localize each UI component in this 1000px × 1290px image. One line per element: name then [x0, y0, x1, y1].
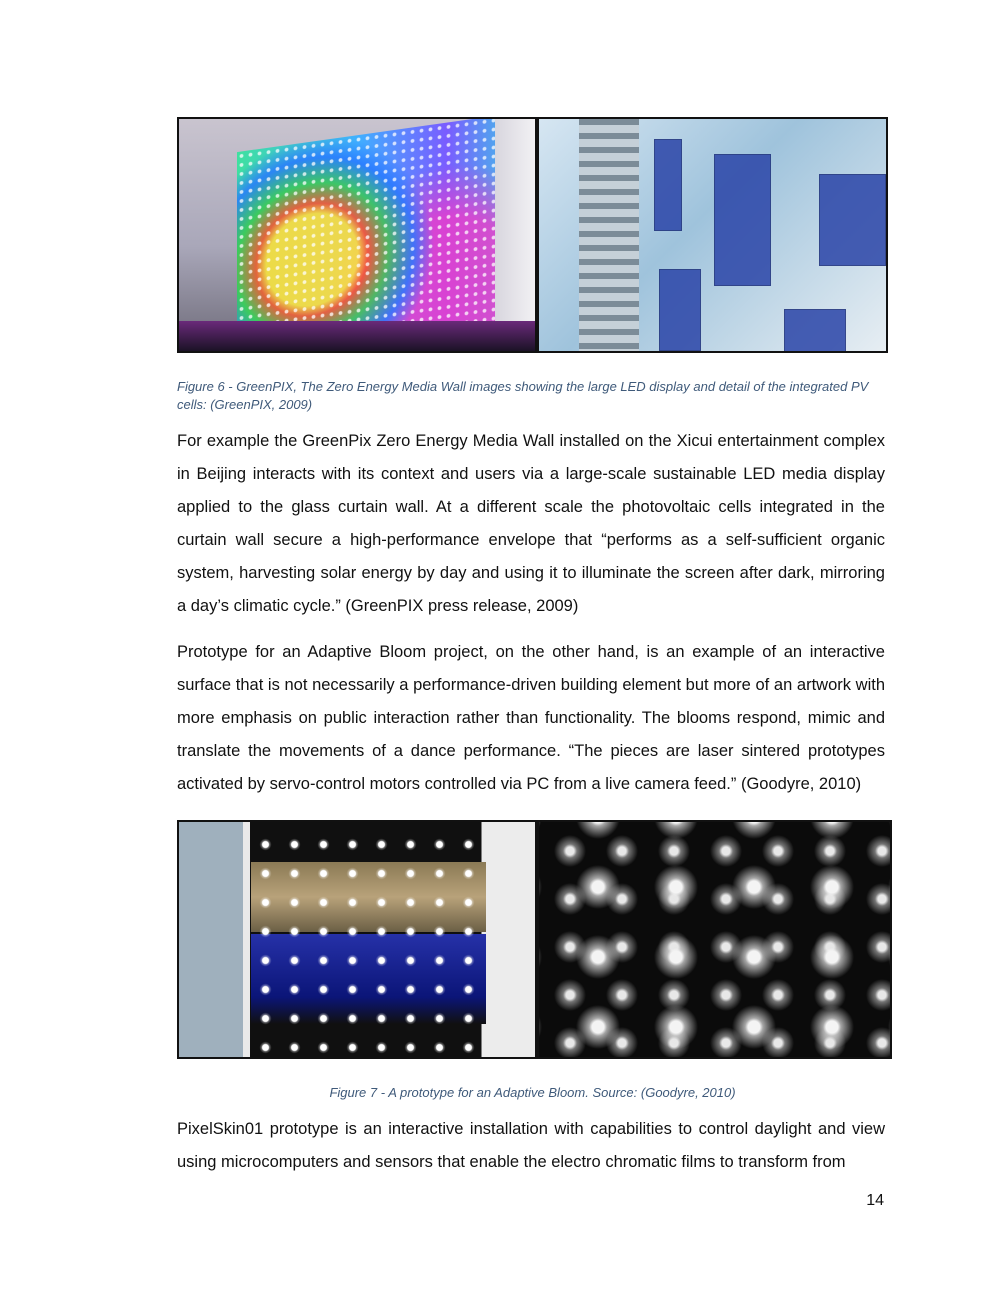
figure-6-images: [177, 117, 888, 353]
figure-6-caption: Figure 6 - GreenPIX, The Zero Energy Media Wall images showing the large LED display and detail of the integrated PV cells: (GreenPIX, 2009): [177, 379, 869, 412]
paragraph-adaptive-bloom: Prototype for an Adaptive Bloom project, on the other hand, is an example of an interactive surface that is not necessarily a performance-driven building element but more of an artwork with more emphasis on public interaction rather than functionality. The blooms respond, mimic and translate the movements of a dance performance. “The pieces are laser sintered prototypes activated by servo-control motors controlled via PC from a live camera feed.” (Goodyre, 2010): [177, 643, 885, 793]
figure-7-caption: Figure 7 - A prototype for an Adaptive Bloom. Source: (Goodyre, 2010): [329, 1085, 736, 1100]
greenpix-led-wall-photo: [177, 117, 537, 353]
page-number: 14: [866, 1192, 884, 1209]
paragraph-pixelskin: PixelSkin01 prototype is an interactive installation with capabilities to control daylight and view using microcomputers and sensors that enable the electro chromatic films to transform from: [177, 1120, 885, 1171]
greenpix-pv-cells-photo: [537, 117, 888, 353]
adaptive-bloom-panel-photo: [177, 820, 537, 1059]
figure-7-images: [177, 820, 892, 1059]
paragraph-greenpix: For example the GreenPix Zero Energy Media Wall installed on the Xicui entertainment complex in Beijing interacts with its context and users via a large-scale sustainable LED media display applied to the glass curtain wall. At a different scale the photovoltaic cells integrated in the curtain wall secure a high-performance envelope that “performs as a self-sufficient organic system, harvesting solar energy by day and using it to illuminate the screen after dark, mirroring a day’s climatic cycle.” (GreenPIX press release, 2009): [177, 432, 885, 615]
adaptive-bloom-closeup-photo: [537, 820, 892, 1059]
